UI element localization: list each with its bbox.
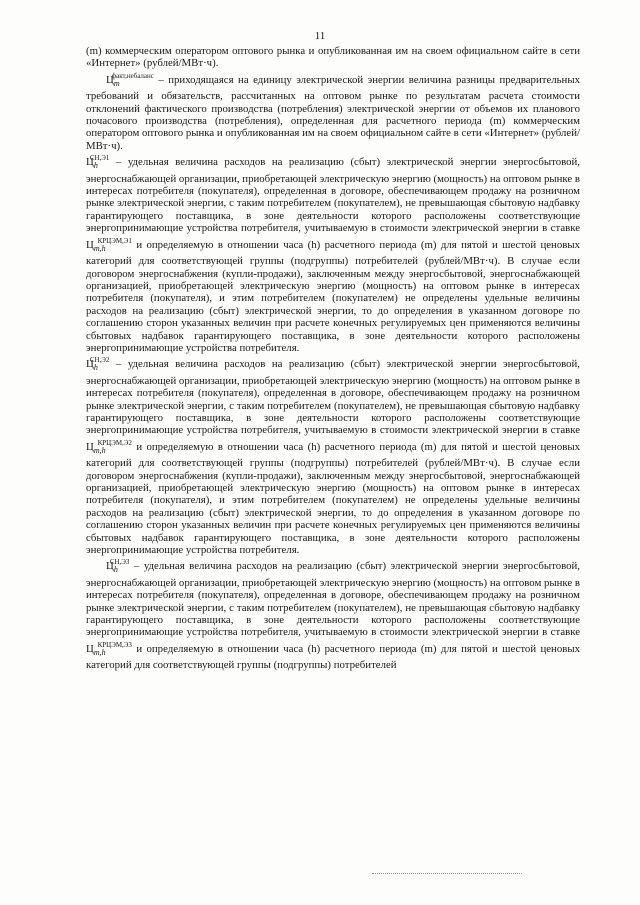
symbol-subscript: m,h [93, 445, 106, 455]
definition-text-part-a: – удельная величина расходов на реализацию (сбыт) электрической энергии энергосбытовой, энергоснабжающей организации, приобретающей электрическую энергию (мощность) на оптовом рынке в интересах потребителя (покупателя), определенная в договоре, обеспечивающем продажу на розничном рынке электрической энергии, с таким потребителем (покупателем), не превышающая сбытовую надбавку гарантирующего поставщика, в зоне деятельности которого расположены соответствующие энергопринимающие устройства потребителя, учитываемую в стоимости электрической энергии в ставке [86, 156, 580, 235]
page-body [86, 45, 580, 672]
symbol-base: Ц [106, 73, 114, 86]
definition-text-part-b: и определяемую в отношении часа (h) расчетного периода (m) для пятой и шестой ценовых категорий для соответствующей группы (подгруппы) потребителей (рублей/МВт·ч). В случае если договором энергоснабжения (купли-продажи), заключенным между энергосбытовой, энергоснабжающей организацией, приобретающей электрическую энергию (мощность) на оптовом рынке в интересах потребителя (покупателя), и этим потребителем (покупателем) не определены удельные величины расходов на реализацию (сбыт) электрической энергии, то до определения в указанном договоре по соглашению сторон указанных величин при расчете конечных регулируемых цен применяются величины сбытовых надбавок гарантирующего поставщика, в зоне деятельности которого расположены энергопринимающие устройства потребителя. [86, 238, 580, 354]
symbol-superscript: КРЦЭМ,Э2 [97, 438, 132, 447]
symbol-superscript: СН,Э3 [109, 558, 130, 567]
symbol-subscript: h [93, 363, 98, 373]
symbol-base: Ц [86, 238, 94, 251]
symbol-subscript: m,h [93, 647, 106, 657]
definition-sn-e3 [86, 556, 580, 671]
paragraph-continuation: (m) коммерческим оператором оптового рынка и опубликованная им на своем официальном сайте в сети «Интернет» (рублей/МВт·ч). [86, 45, 580, 70]
symbol-price-sn-e2 [86, 356, 110, 373]
definition-text-part-a: – удельная величина расходов на реализацию (сбыт) электрической энергии энергосбытовой, энергоснабжающей организации, приобретающей электрическую энергию (мощность) на оптовом рынке в интересах потребителя (покупателя), определенная в договоре, обеспечивающем продажу на розничном рынке электрической энергии, с таким потребителем (покупателем), не превышающая сбытовую надбавку гарантирующего поставщика, в зоне деятельности которого расположены соответствующие энергопринимающие устройства потребителя, учитываемую в стоимости электрической энергии в ставке [86, 358, 580, 437]
definition-fact-imbalance [86, 70, 580, 152]
symbol-price-sn-e3 [106, 558, 130, 575]
definition-text-part-b: и определяемую в отношении часа (h) расчетного периода (m) для пятой и шестой ценовых категорий для соответствующей группы (подгруппы) потребителей (рублей/МВт·ч). В случае если договором энергоснабжения (купли-продажи), заключенным между энергосбытовой, энергоснабжающей организацией, приобретающей электрическую энергию (мощность) на оптовом рынке в интересах потребителя (покупателя), и этим потребителем (покупателем) не определены удельные величины расходов на реализацию (сбыт) электрической энергии, то до определения в указанном договоре по соглашению сторон указанных величин при расчете конечных регулируемых цен применяются величины сбытовых надбавок гарантирующего поставщика, в зоне деятельности которого расположены энергопринимающие устройства потребителя. [86, 440, 580, 557]
symbol-base: Ц [86, 358, 94, 371]
symbol-base: Ц [86, 642, 94, 655]
symbol-rate-krcem-e3 [86, 640, 132, 657]
symbol-rate-krcem-e2 [86, 438, 132, 455]
definition-text: – приходящаяся на единицу электрической энергии величина разницы предварительных требований и обязательств, рассчитанных на оптовом рынке по результатам расчета стоимости отклонений фактического производства (потребления) электрической энергии от объемов их планового почасового производства (потребления), определенная для расчетного периода (m) коммерческим оператором оптового рынка и опубликованная им на своем официальном сайте в сети «Интернет» (рублей/МВт·ч). [86, 73, 580, 152]
symbol-subscript: h [113, 565, 118, 575]
page-number: 11 [314, 30, 326, 42]
symbol-superscript: СН,Э1 [89, 154, 110, 163]
symbol-subscript: h [93, 161, 98, 171]
definition-text-part-a: – удельная величина расходов на реализацию (сбыт) электрической энергии энергосбытовой, энергоснабжающей организации, приобретающей электрическую энергию (мощность) на оптовом рынке в интересах потребителя (покупателя), определенная в договоре, обеспечивающем продажу на розничном рынке электрической энергии, с таким потребителем (покупателем), не превышающая сбытовую надбавку гарантирующего поставщика, в зоне деятельности которого расположены соответствующие энергопринимающие устройства потребителя, учитываемую в стоимости электрической энергии в ставке [86, 560, 580, 639]
definition-sn-e1 [86, 152, 580, 354]
symbol-subscript: m,h [93, 243, 106, 253]
symbol-superscript: СН,Э2 [89, 356, 110, 365]
symbol-base: Ц [106, 560, 114, 573]
symbol-base: Ц [86, 156, 94, 169]
symbol-price-sn-e1 [86, 154, 110, 171]
symbol-price-fact-imbalance [106, 71, 154, 88]
definition-text-part-b: и определяемую в отношении часа (h) расчетного периода (m) для пятой и шестой ценовых категорий для соответствующей группы (подгруппы) потребителей [86, 642, 580, 672]
symbol-rate-krcem-e1 [86, 236, 132, 253]
scan-artifact-line [372, 873, 522, 875]
symbol-subscript: m [113, 78, 120, 88]
definition-sn-e2 [86, 354, 580, 556]
symbol-superscript: КРЦЭМ,Э3 [97, 640, 132, 649]
symbol-superscript: КРЦЭМ,Э1 [97, 236, 132, 245]
symbol-base: Ц [86, 440, 94, 453]
symbol-superscript: факт,небаланс [111, 71, 154, 80]
